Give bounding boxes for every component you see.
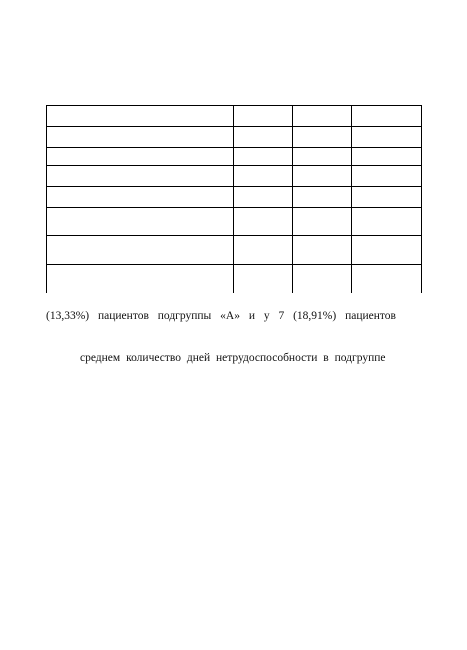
- table-cell: [352, 127, 422, 148]
- table-cell: [352, 208, 422, 236]
- table-cell: [47, 148, 234, 166]
- table-cell: [47, 236, 234, 265]
- table-cell: [293, 166, 352, 187]
- table-cell: [47, 106, 234, 127]
- table-cell: [293, 187, 352, 208]
- body-text-line: среднем количество дней нетрудоспособности в подгруппе: [80, 352, 386, 364]
- table-cell: [234, 148, 293, 166]
- table-cell: [293, 148, 352, 166]
- table-cell: [47, 187, 234, 208]
- table-cell: [234, 106, 293, 127]
- table-cell: [47, 166, 234, 187]
- table-cell: [352, 236, 422, 265]
- table-row: [47, 148, 422, 166]
- table-cell: [234, 187, 293, 208]
- table-cell: [47, 208, 234, 236]
- table-cell: [352, 106, 422, 127]
- table-cell: [293, 127, 352, 148]
- table-cell: [352, 187, 422, 208]
- table-cell: [352, 265, 422, 293]
- table-cell: [234, 127, 293, 148]
- table-cell: [234, 166, 293, 187]
- table-cell: [234, 208, 293, 236]
- table-grid: [46, 105, 422, 293]
- table-cell: [234, 236, 293, 265]
- table-cell: [293, 265, 352, 293]
- table-cell: [293, 208, 352, 236]
- table-row: [47, 236, 422, 265]
- table-cell: [352, 148, 422, 166]
- table-cell: [352, 166, 422, 187]
- table-cell: [47, 127, 234, 148]
- table-row: [47, 166, 422, 187]
- table-cell: [293, 106, 352, 127]
- body-text-line: (13,33%) пациентов подгруппы «А» и у 7 (18,91%) пациентов: [46, 310, 396, 322]
- data-table: [46, 105, 421, 292]
- table-row: [47, 127, 422, 148]
- table-cell: [234, 265, 293, 293]
- table-row: [47, 265, 422, 293]
- table-row: [47, 208, 422, 236]
- table-row: [47, 106, 422, 127]
- table-cell: [47, 265, 234, 293]
- table-cell: [293, 236, 352, 265]
- table-row: [47, 187, 422, 208]
